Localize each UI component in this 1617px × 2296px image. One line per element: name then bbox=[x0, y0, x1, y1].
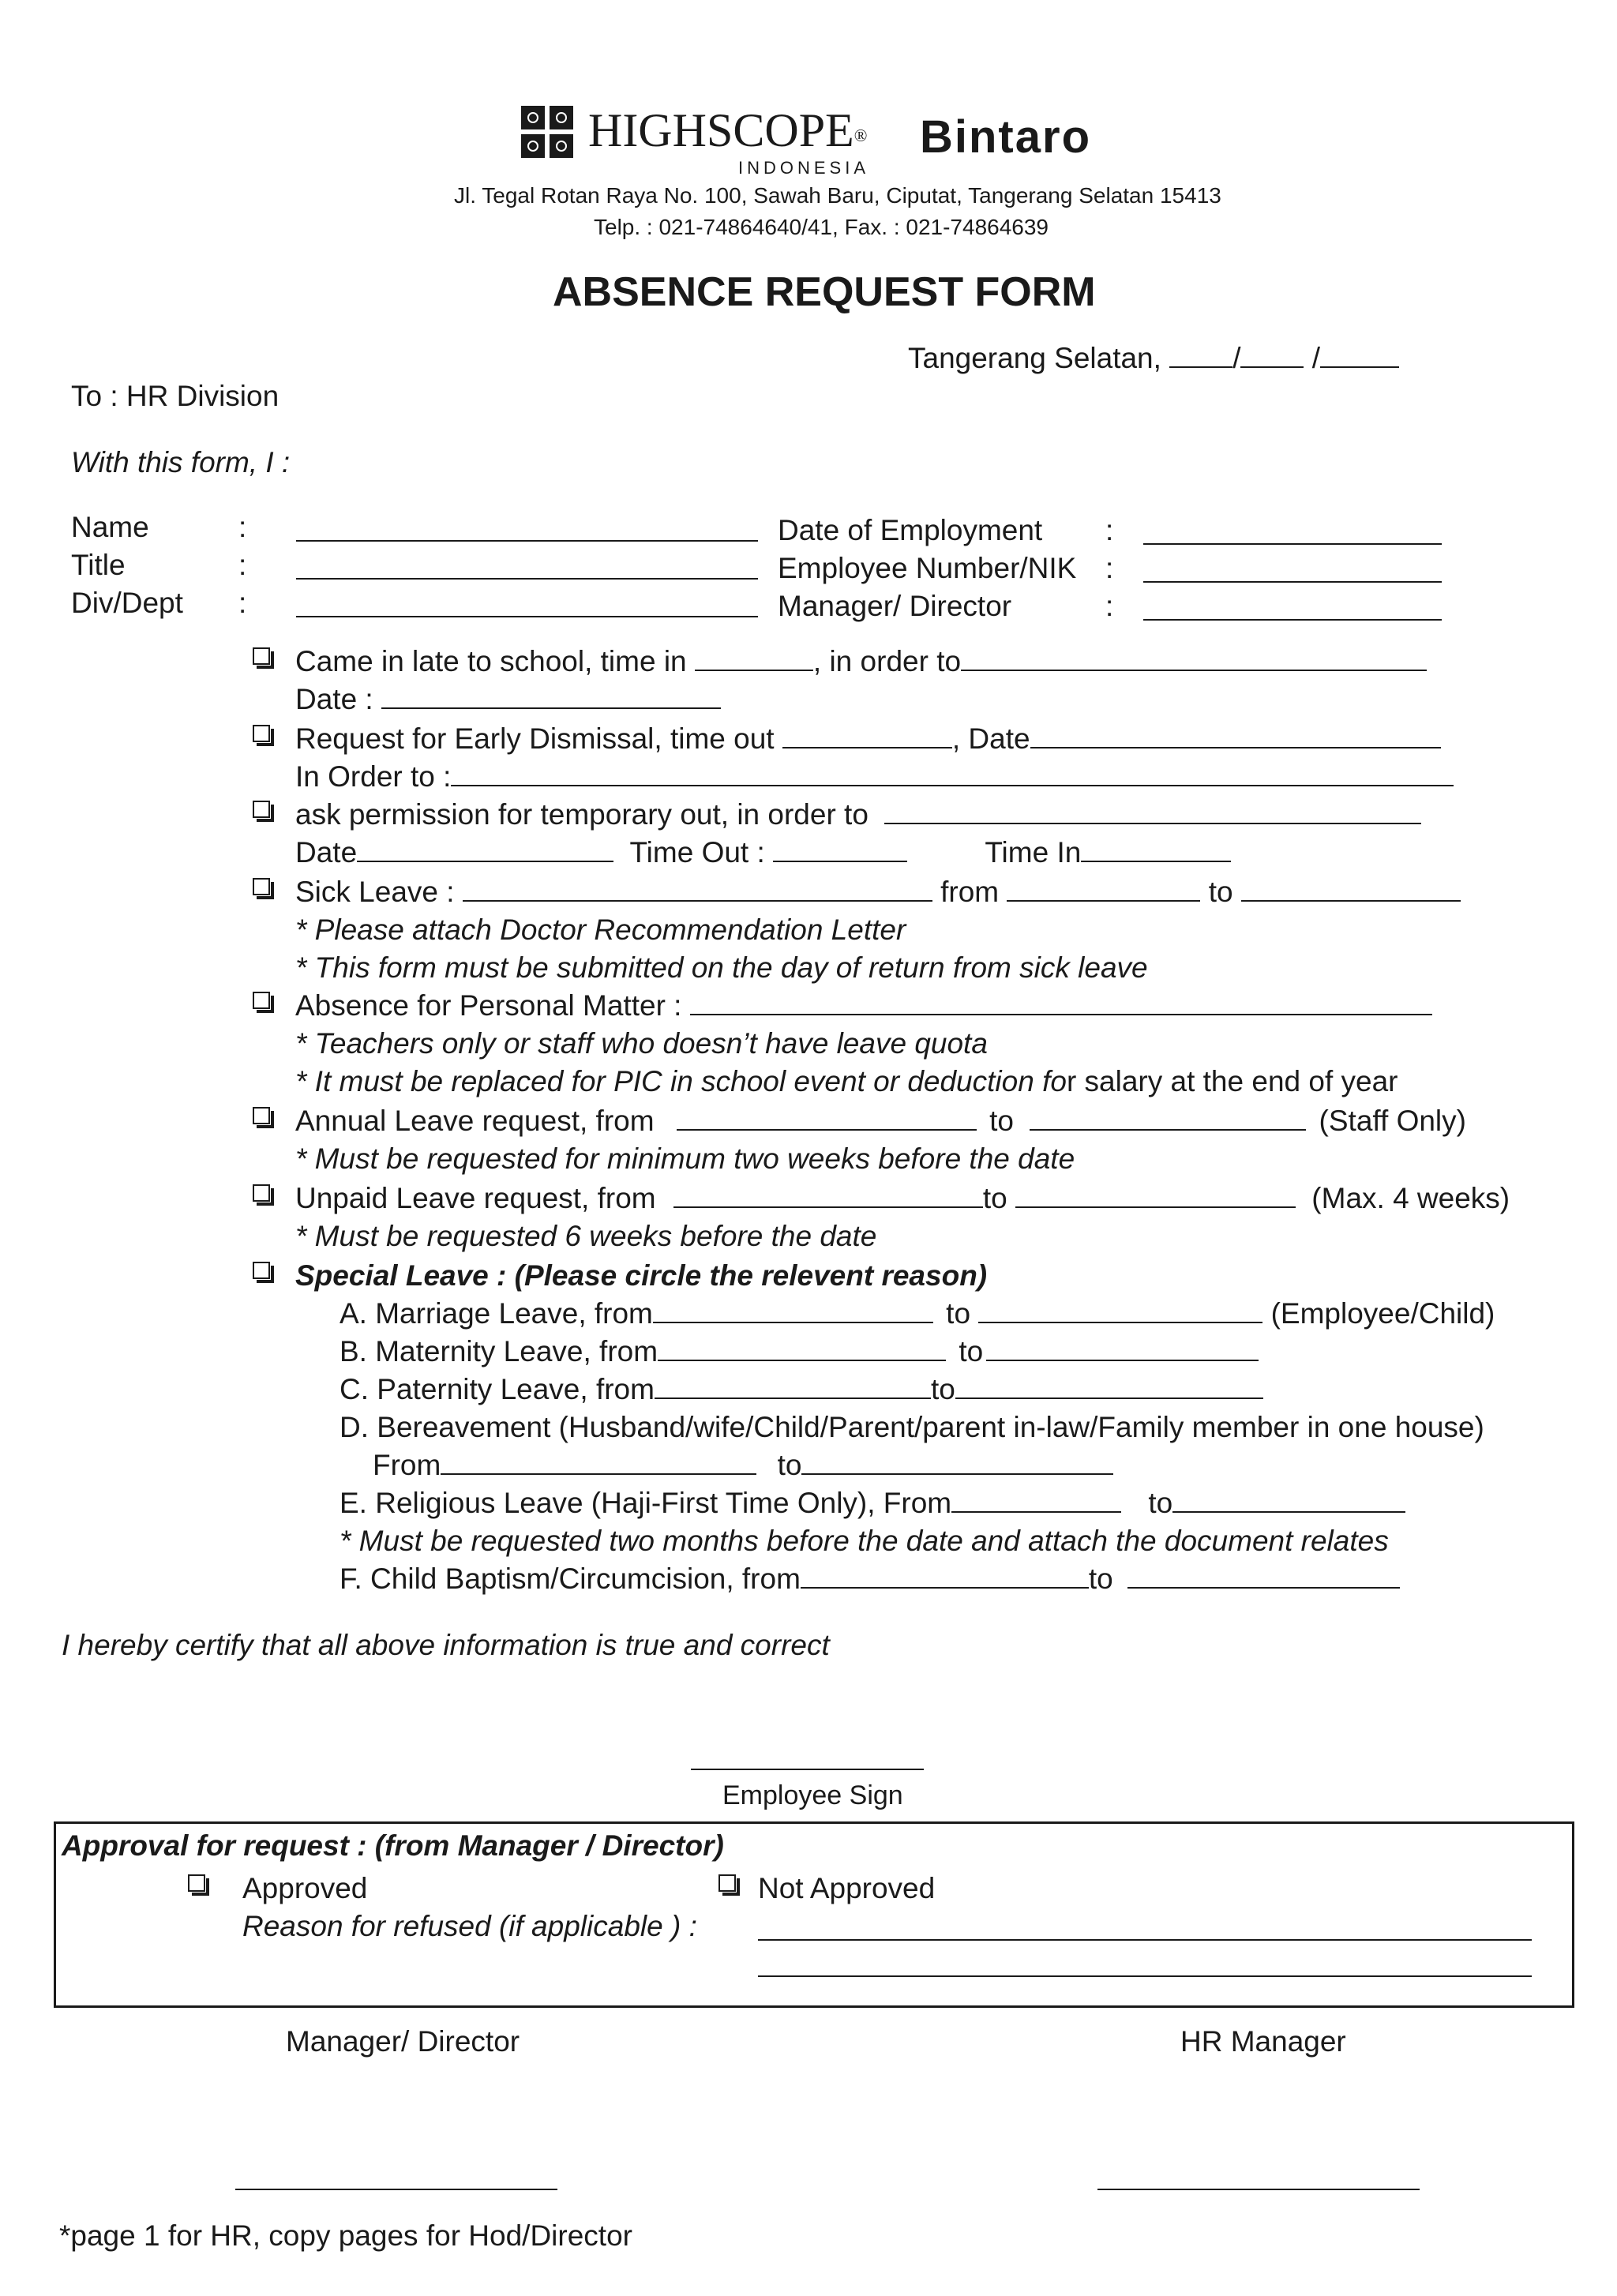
to-line: To : HR Division bbox=[71, 380, 280, 412]
field-div-label: Div/Dept bbox=[71, 587, 183, 619]
special-baptism: F. Child Baptism/Circumcision, from to bbox=[340, 1562, 1400, 1596]
late-time-line[interactable] bbox=[695, 644, 813, 671]
checkbox-personal-matter[interactable] bbox=[253, 992, 270, 1009]
checkbox-special-leave[interactable] bbox=[253, 1262, 270, 1279]
annual-from-line[interactable] bbox=[677, 1104, 977, 1131]
field-name-line[interactable] bbox=[296, 540, 758, 542]
field-manager-label: Manager/ Director bbox=[778, 590, 1012, 622]
late-date-line[interactable] bbox=[381, 682, 721, 709]
personal-reason-line[interactable] bbox=[690, 989, 1432, 1015]
field-title-line[interactable] bbox=[296, 578, 758, 580]
registered-mark: ® bbox=[854, 126, 868, 145]
sick-to-line[interactable] bbox=[1241, 875, 1461, 902]
early-date-line[interactable] bbox=[1030, 722, 1441, 748]
special-paternity: C. Paternity Leave, from to bbox=[340, 1372, 1263, 1407]
option-early-dismissal: Request for Early Dismissal, time out , Date bbox=[295, 722, 1441, 756]
marriage-from-line[interactable] bbox=[653, 1296, 933, 1323]
special-leave-title: Special Leave : (Please circle the relevent reason) bbox=[295, 1259, 988, 1292]
place-label: Tangerang Selatan, bbox=[908, 342, 1161, 374]
date-sep-1: / bbox=[1232, 342, 1241, 374]
field-title-label: Title bbox=[71, 549, 126, 581]
annual-note: * Must be requested for minimum two weeks before the date bbox=[295, 1142, 1075, 1175]
school-phone: Telp. : 021-74864640/41, Fax. : 021-74864639 bbox=[594, 215, 1049, 239]
special-bereavement: D. Bereavement (Husband/wife/Child/Parent/parent in-law/Family member in one house) bbox=[340, 1411, 1484, 1443]
employee-sign-label: Employee Sign bbox=[722, 1780, 903, 1810]
checkbox-not-approved[interactable] bbox=[718, 1874, 736, 1892]
religious-to-line[interactable] bbox=[1172, 1486, 1405, 1513]
option-personal-matter: Absence for Personal Matter : bbox=[295, 989, 1432, 1023]
option-temporary-out: ask permission for temporary out, in order to bbox=[295, 797, 1421, 832]
maternity-from-line[interactable] bbox=[658, 1334, 946, 1361]
paternity-to-line[interactable] bbox=[955, 1372, 1263, 1399]
checkbox-approved[interactable] bbox=[188, 1874, 205, 1892]
manager-sign-line[interactable] bbox=[235, 2189, 557, 2190]
refusal-reason-line-2[interactable] bbox=[758, 1975, 1532, 1977]
special-religious: E. Religious Leave (Haji-First Time Only), From to bbox=[340, 1486, 1405, 1521]
field-name-colon: : bbox=[238, 511, 247, 543]
late-reason-line[interactable] bbox=[961, 644, 1427, 671]
option-late: Came in late to school, time in , in order to bbox=[295, 644, 1427, 679]
unpaid-note: * Must be requested 6 weeks before the date bbox=[295, 1220, 877, 1252]
temp-date-line[interactable] bbox=[357, 835, 613, 862]
unpaid-to-line[interactable] bbox=[1015, 1181, 1296, 1208]
field-div-colon: : bbox=[238, 587, 247, 619]
approval-title: Approval for request : (from Manager / Director) bbox=[62, 1829, 724, 1862]
place-date bbox=[908, 341, 1399, 376]
sick-from-line[interactable] bbox=[1007, 875, 1200, 902]
footnote: *page 1 for HR, copy pages for Hod/Director bbox=[59, 2219, 632, 2252]
special-bereavement-dates: From to bbox=[373, 1448, 1113, 1483]
option-temp-date: Date Time Out : Time In bbox=[295, 835, 1231, 870]
certify-statement: I hereby certify that all above information is true and correct bbox=[62, 1629, 830, 1661]
checkbox-early-dismissal[interactable] bbox=[253, 725, 270, 742]
bereavement-from-line[interactable] bbox=[441, 1448, 756, 1475]
temp-timein-line[interactable] bbox=[1081, 835, 1231, 862]
bereavement-to-line[interactable] bbox=[801, 1448, 1113, 1475]
personal-note-2: * It must be replaced for PIC in school event or deduction for salary at the end of year bbox=[295, 1065, 1398, 1097]
option-annual-leave: Annual Leave request, from to (Staff Only) bbox=[295, 1105, 1466, 1137]
intro-text: With this form, I : bbox=[71, 446, 291, 478]
field-manager-colon: : bbox=[1105, 590, 1114, 622]
brand-name: HIGHSCOPE® bbox=[588, 104, 868, 156]
baptism-to-line[interactable] bbox=[1127, 1562, 1400, 1589]
field-employment-date-line[interactable] bbox=[1143, 543, 1442, 545]
special-marriage: A. Marriage Leave, from to (Employee/Child) bbox=[340, 1297, 1495, 1330]
paternity-from-line[interactable] bbox=[655, 1372, 931, 1399]
checkbox-annual-leave[interactable] bbox=[253, 1107, 270, 1124]
refusal-reason-label: Reason for refused (if applicable ) : bbox=[242, 1910, 697, 1942]
field-title-colon: : bbox=[238, 549, 247, 581]
field-employment-date-label: Date of Employment bbox=[778, 514, 1043, 546]
sick-reason-line[interactable] bbox=[463, 875, 932, 902]
form-title: ABSENCE REQUEST FORM bbox=[553, 269, 1096, 315]
date-day-line[interactable] bbox=[1169, 341, 1232, 368]
not-approved-label: Not Approved bbox=[758, 1872, 936, 1904]
hr-sign-label: HR Manager bbox=[1180, 2025, 1346, 2058]
employee-sign-line[interactable] bbox=[691, 1769, 924, 1770]
brand-country: INDONESIA bbox=[738, 158, 870, 178]
option-sick-leave: Sick Leave : from to bbox=[295, 875, 1461, 910]
checkbox-late[interactable] bbox=[253, 647, 270, 665]
religious-from-line[interactable] bbox=[951, 1486, 1121, 1513]
date-year-line[interactable] bbox=[1320, 341, 1399, 368]
logo bbox=[521, 106, 576, 161]
unpaid-from-line[interactable] bbox=[673, 1181, 983, 1208]
checkbox-unpaid-leave[interactable] bbox=[253, 1184, 270, 1202]
option-late-date: Date : bbox=[295, 682, 721, 717]
baptism-from-line[interactable] bbox=[801, 1562, 1089, 1589]
date-sep-2: / bbox=[1311, 342, 1321, 374]
field-name-label: Name bbox=[71, 511, 149, 543]
personal-note-1: * Teachers only or staff who doesn’t have leave quota bbox=[295, 1027, 988, 1060]
campus-name: Bintaro bbox=[920, 111, 1091, 163]
checkbox-temporary-out[interactable] bbox=[253, 801, 270, 818]
hr-sign-line[interactable] bbox=[1097, 2189, 1420, 2190]
checkbox-sick-leave[interactable] bbox=[253, 878, 270, 895]
field-manager-line[interactable] bbox=[1143, 619, 1442, 621]
temp-reason-line[interactable] bbox=[884, 797, 1421, 824]
school-address: Jl. Tegal Rotan Raya No. 100, Sawah Baru, Ciputat, Tangerang Selatan 15413 bbox=[454, 183, 1221, 208]
field-nik-label: Employee Number/NIK bbox=[778, 552, 1077, 584]
manager-sign-label: Manager/ Director bbox=[286, 2025, 520, 2058]
temp-timeout-line[interactable] bbox=[773, 835, 907, 862]
field-nik-line[interactable] bbox=[1143, 581, 1442, 583]
special-maternity: B. Maternity Leave, from to bbox=[340, 1334, 1259, 1369]
option-unpaid-leave: Unpaid Leave request, from to (Max. 4 weeks) bbox=[295, 1182, 1510, 1214]
option-early-order: In Order to : bbox=[295, 760, 1454, 794]
annual-to-line[interactable] bbox=[1030, 1104, 1306, 1131]
field-employment-date-colon: : bbox=[1105, 514, 1114, 546]
sick-note-2: * This form must be submitted on the day of return from sick leave bbox=[295, 951, 1148, 984]
early-order-line[interactable] bbox=[451, 760, 1454, 786]
field-nik-colon: : bbox=[1105, 552, 1114, 584]
refusal-reason-line-1[interactable] bbox=[758, 1939, 1532, 1941]
early-time-line[interactable] bbox=[782, 722, 952, 748]
marriage-to-line[interactable] bbox=[978, 1296, 1262, 1323]
sick-note-1: * Please attach Doctor Recommendation Letter bbox=[295, 914, 906, 946]
date-month-line[interactable] bbox=[1240, 341, 1304, 368]
special-religious-note: * Must be requested two months before the date and attach the document relates bbox=[340, 1525, 1389, 1557]
approved-label: Approved bbox=[242, 1872, 368, 1904]
maternity-to-line[interactable] bbox=[986, 1334, 1259, 1361]
field-div-line[interactable] bbox=[296, 616, 758, 617]
